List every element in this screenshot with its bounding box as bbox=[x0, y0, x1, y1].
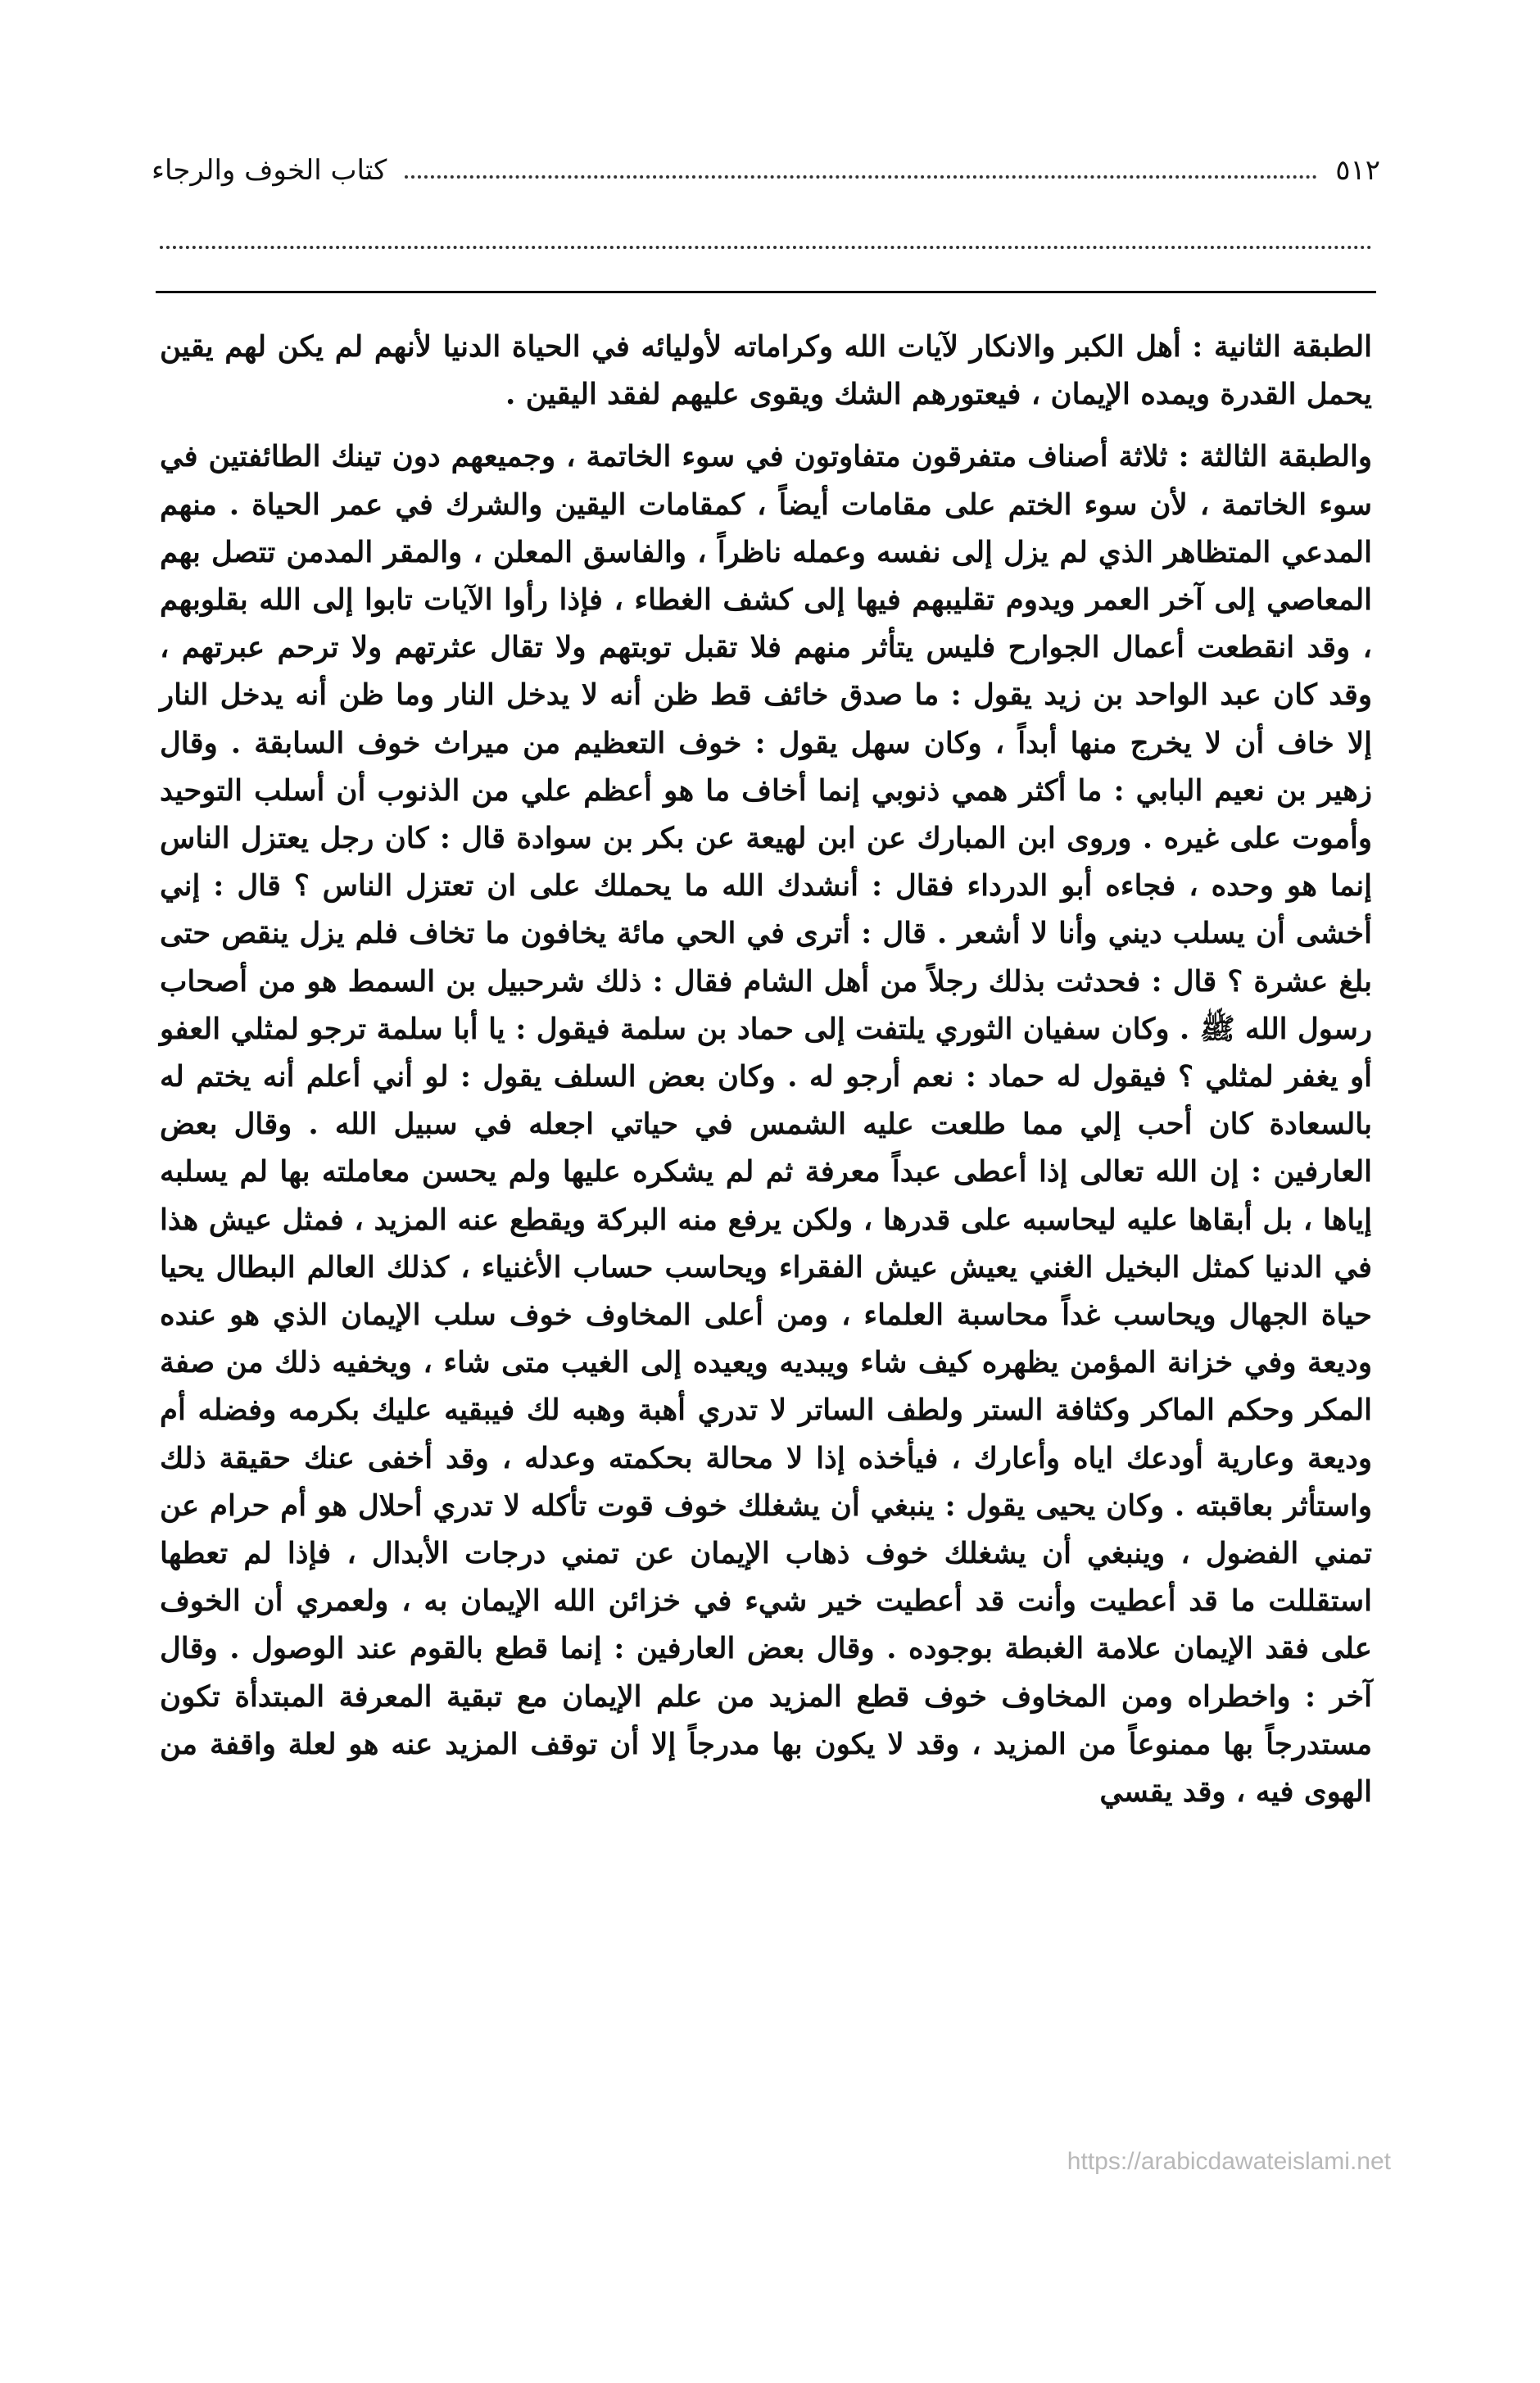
source-watermark: https://arabicdawateislami.net bbox=[1067, 2148, 1391, 2175]
page-body bbox=[160, 324, 1372, 1816]
book-title: كتاب الخوف والرجاء bbox=[152, 154, 387, 187]
header-dotted-leader bbox=[405, 174, 1317, 179]
solid-divider bbox=[156, 291, 1376, 293]
paragraph-third-class: والطبقة الثالثة : ثلاثة أصناف متفرقون متفاوتون في سوء الخاتمة ، وجميعهم دون تينك الطائفتين في سوء الخاتمة ، لأن سوء الختم على مقامات أيضاً ، كمقامات اليقين والشرك في عمر الحياة . منهم المدعي المتظاهر الذي لم يزل إلى نفسه وعمله ناظراً ، والفاسق المعلن ، والمقر المدمن تتصل بهم المعاصي إلى آخر العمر ويدوم تقليبهم فيها إلى كشف الغطاء ، فإذا رأوا الآيات تابوا إلى الله بقلوبهم ، وقد انقطعت أعمال الجوارح فليس يتأثر منهم فلا تقبل توبتهم ولا تقال عثرتهم ولا ترحم عبرتهم ، وقد كان عبد الواحد بن زيد يقول : ما صدق خائف قط ظن أنه لا يدخل النار وما ظن أنه يدخل النار إلا خاف أن لا يخرج منها أبداً ، وكان سهل يقول : خوف التعظيم من ميراث خوف السابقة . وقال زهير بن نعيم البابي : ما أكثر همي ذنوبي إنما أخاف ما هو أعظم علي من الذنوب أن أسلب التوحيد وأموت على غيره . وروى ابن المبارك عن ابن لهيعة عن بكر بن سوادة قال : كان رجل يعتزل الناس إنما هو وحده ، فجاءه أبو الدرداء فقال : أنشدك الله ما يحملك على ان تعتزل الناس ؟ قال : إني أخشى أن يسلب ديني وأنا لا أشعر . قال : أترى في الحي مائة يخافون ما تخاف فلم يزل ينقص حتى بلغ عشرة ؟ قال : فحدثت بذلك رجلاً من أهل الشام فقال : ذلك شرحبيل بن السمط هو من أصحاب رسول الله ﷺ . وكان سفيان الثوري يلتفت إلى حماد بن سلمة فيقول : يا أبا سلمة ترجو لمثلي العفو أو يغفر لمثلي ؟ فيقول له حماد : نعم أرجو له . وكان بعض السلف يقول : لو أني أعلم أنه يختم له بالسعادة كان أحب إلي مما طلعت عليه الشمس في حياتي اجعله في سبيل الله . وقال بعض العارفين : إن الله تعالى إذا أعطى عبداً معرفة ثم لم يشكره عليها ولم يحسن معاملته بها لم يسلبه إياها ، بل أبقاها عليه ليحاسبه على قدرها ، ولكن يرفع منه البركة ويقطع عنه المزيد ، فمثل عيش هذا في الدنيا كمثل البخيل الغني يعيش عيش الفقراء ويحاسب حساب الأغنياء ، كذلك العالم البطال يحيا حياة الجهال ويحاسب غداً محاسبة العلماء ، ومن أعلى المخاوف خوف سلب الإيمان الذي هو عنده وديعة وفي خزانة المؤمن يظهره كيف شاء ويبديه ويعيده إلى الغيب متى شاء ، ويخفيه ذلك من صفة المكر وحكم الماكر وكثافة الستر ولطف الساتر لا تدري أهبة وهبه لك فيبقيه عليك بكرمه وفضله أم وديعة وعارية أودعك اياه وأعارك ، فيأخذه إذا لا محالة بحكمته وعدله ، وقد أخفى عنك حقيقة ذلك واستأثر بعاقبته . وكان يحيى يقول : ينبغي أن يشغلك خوف قوت تأكله لا تدري أحلال هو أم حرام عن تمني الفضول ، وينبغي أن يشغلك خوف ذهاب الإيمان عن تمني درجات الأبدال ، فإذا لم تعطها استقللت ما قد أعطيت وأنت قد أعطيت خير شيء في خزائن الله الإيمان به ، ولعمري أن الخوف على فقد الإيمان علامة الغبطة بوجوده . وقال بعض العارفين : إنما قطع بالقوم عند الوصول . وقال آخر : واخطراه ومن المخاوف خوف قطع المزيد من علم الإيمان مع تبقية المعرفة المبتدأة تكون مستدرجاً بها ممنوعاً من المزيد ، وقد لا يكون بها مدرجاً إلا أن توقف المزيد عنه هو لعلة واقفة من الهوى فيه ، وقد يقسي bbox=[160, 440, 1372, 1810]
running-header bbox=[152, 138, 1380, 187]
dotted-divider bbox=[160, 246, 1372, 249]
page-number: ٥١٢ bbox=[1335, 154, 1380, 187]
paragraph-second-class: الطبقة الثانية : أهل الكبر والانكار لآيات الله وكراماته لأوليائه في الحياة الدنيا لأنهم لم يكن لهم يقين يحمل القدرة ويمده الإيمان ، فيعتورهم الشك ويقوى عليهم لفقد اليقين . bbox=[160, 330, 1372, 412]
